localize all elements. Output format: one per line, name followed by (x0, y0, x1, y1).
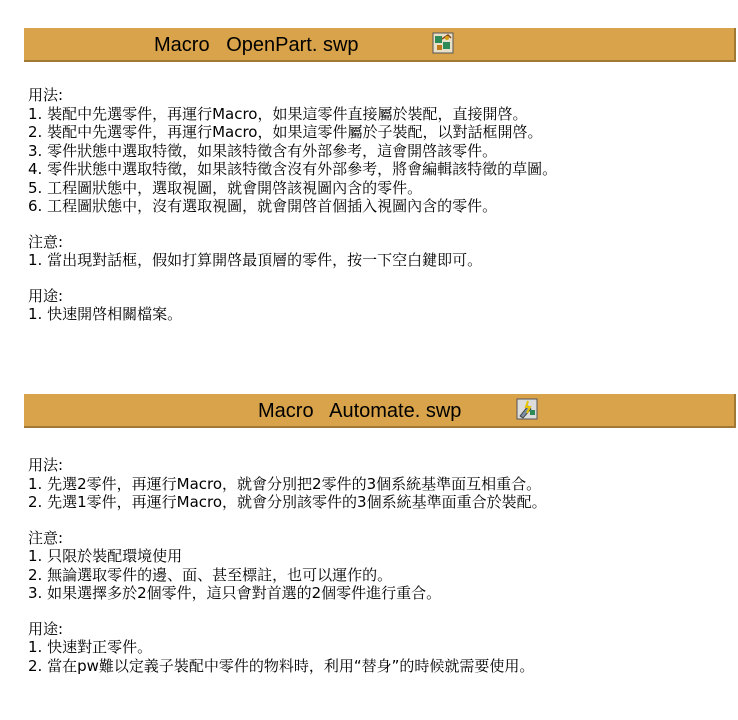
section-2-title: Macro Automate. swp (258, 400, 462, 422)
section-1-banner (24, 28, 736, 62)
notes-heading: 注意: (28, 232, 64, 251)
notes-item: 1. 當出現對話框，假如打算開啓最頂層的零件，按一下空白鍵即可。 (28, 251, 483, 269)
notes-item: 2. 無論選取零件的邊、面、甚至標註，也可以運作的。 (28, 565, 393, 584)
usage-item: 1. 先選2零件，再運行Macro，就會分別把2零件的3個系統基準面互相重合。 (28, 474, 542, 493)
usage-item: 6. 工程圖狀態中，沒有選取視圖，就會開啓首個插入視圖內含的零件。 (28, 197, 498, 215)
usage-item: 1. 裝配中先選零件，再運行Macro，如果這零件直接屬於裝配，直接開啓。 (28, 104, 528, 123)
section-1-title: Macro OpenPart. swp (154, 34, 359, 56)
notes-heading: 注意: (28, 528, 64, 547)
purpose-heading: 用途: (28, 286, 64, 305)
section-1-content (28, 86, 734, 324)
purpose-heading: 用途: (28, 619, 64, 638)
notes-item: 1. 只限於裝配環境使用 (28, 547, 183, 565)
usage-item: 2. 裝配中先選零件，再運行Macro，如果這零件屬於子裝配，以對話框開啓。 (28, 123, 543, 141)
notes-item: 3. 如果選擇多於2個零件，這只會對首選的2個零件進行重合。 (28, 584, 442, 602)
usage-item: 5. 工程圖狀態中，選取視圖，就會開啓該視圖內含的零件。 (28, 178, 423, 197)
section-2-banner (24, 394, 736, 428)
usage-item: 3. 零件狀態中選取特徵，如果該特徵含有外部參考，這會開啓該零件。 (28, 141, 498, 160)
purpose-item: 1. 快速開啓相關檔案。 (28, 305, 183, 323)
open-part-icon (432, 32, 454, 54)
usage-heading: 用法: (28, 86, 64, 104)
purpose-item: 1. 快速對正零件。 (28, 638, 153, 656)
purpose-item: 2. 當在pw難以定義子裝配中零件的物料時，利用“替身”的時候就需要使用。 (28, 656, 535, 675)
usage-heading: 用法: (28, 456, 64, 474)
section-2-content (28, 456, 734, 675)
automate-icon (516, 398, 538, 420)
usage-item: 4. 零件狀態中選取特徵，如果該特徵含沒有外部參考，將會編輯該特徵的草圖。 (28, 160, 558, 178)
usage-item: 2. 先選1零件，再運行Macro，就會分別該零件的3個系統基準面重合於裝配。 (28, 493, 547, 511)
